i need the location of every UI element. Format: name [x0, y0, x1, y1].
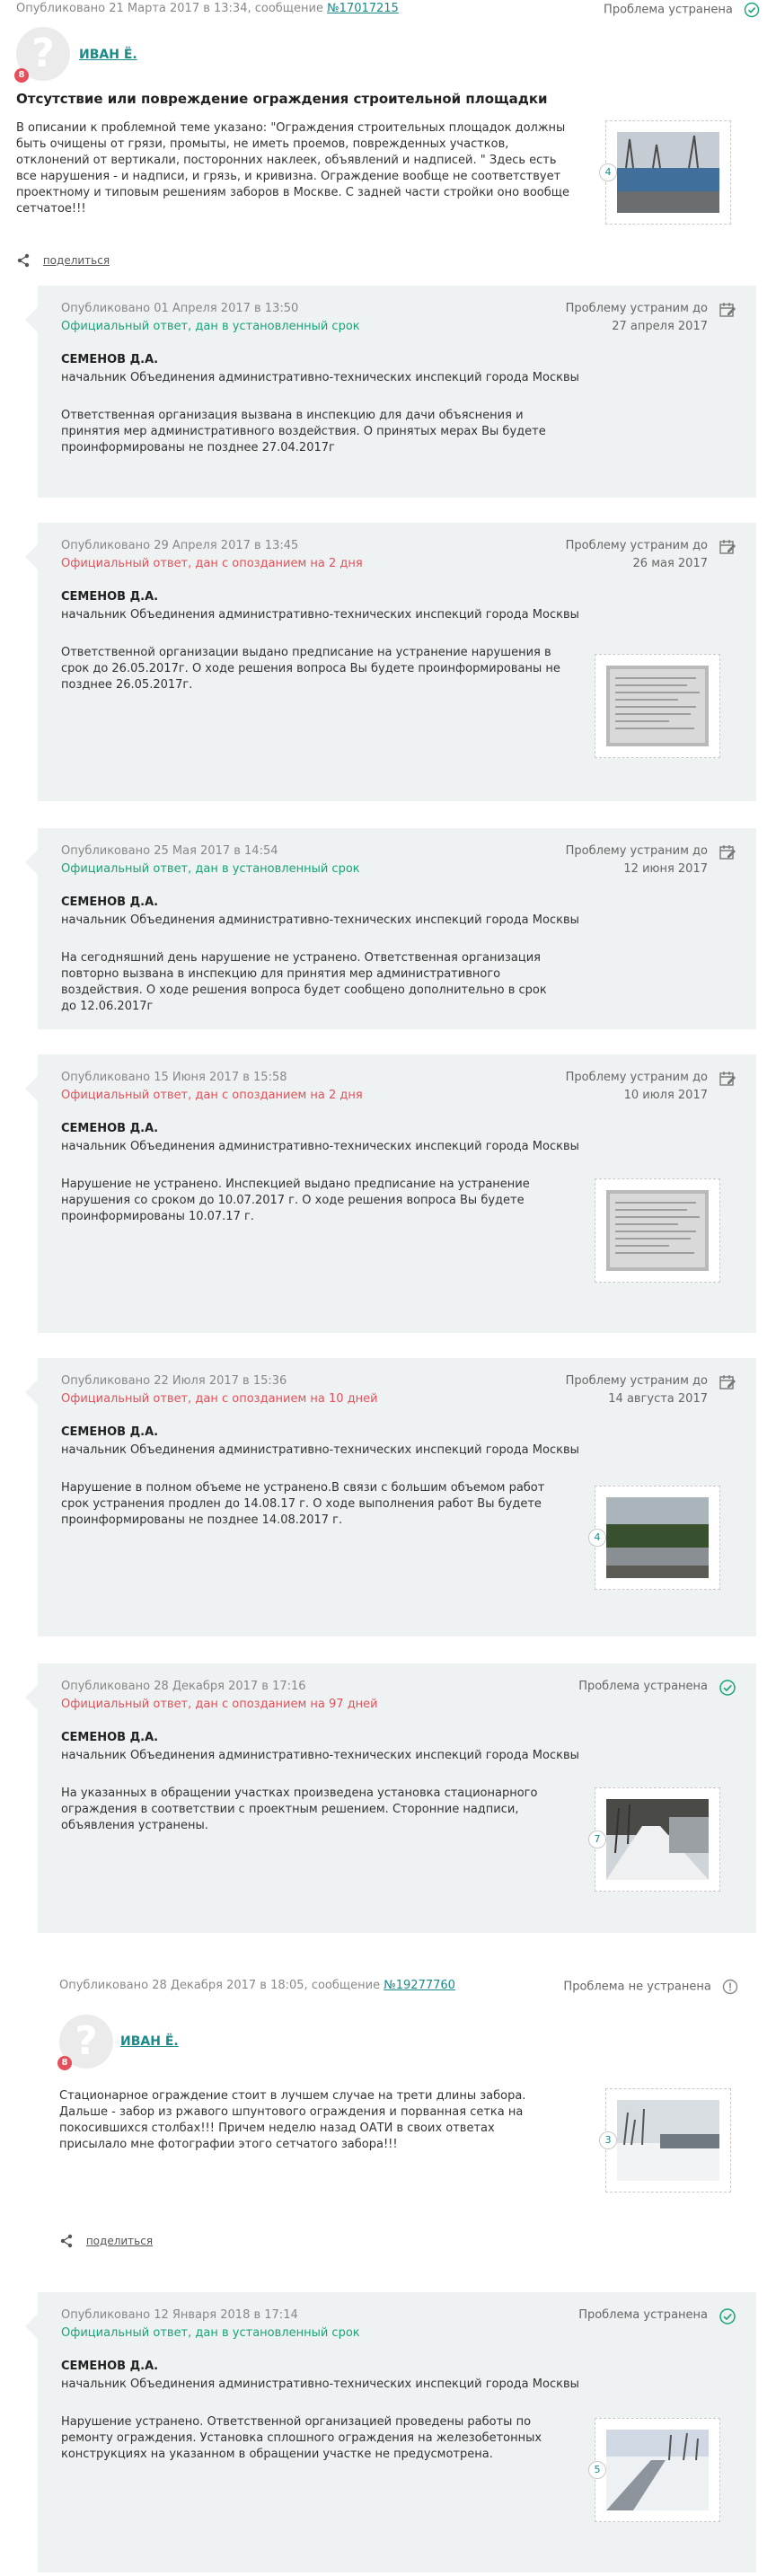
answer-deadline-label: Проблему устраним до	[565, 539, 708, 552]
answer-photo[interactable]	[595, 1178, 720, 1283]
answer-deadline-date: 14 августа 2017	[608, 1392, 708, 1406]
alert-circle-icon	[722, 1979, 738, 1995]
photo-fence-blue	[617, 132, 719, 213]
comment-author-name[interactable]: ИВАН Ё.	[120, 2034, 179, 2049]
answer-published: Опубликовано 22 Июля 2017 в 15:36	[61, 1374, 287, 1388]
answer-deadline-date: 27 апреля 2017	[612, 320, 708, 333]
answer-photo[interactable]	[595, 1787, 720, 1892]
photo-snow-fence	[617, 2100, 719, 2181]
photo-count: 5	[588, 2461, 606, 2479]
answer-photo[interactable]	[595, 654, 720, 758]
official-name: СЕМЕНОВ Д.А.	[61, 353, 159, 366]
answer-card	[38, 828, 756, 1029]
answer-timeliness: Официальный ответ, дан с опозданием на 2 дня	[61, 1089, 363, 1102]
official-name: СЕМЕНОВ Д.А.	[61, 895, 159, 909]
photo-count: 4	[599, 163, 617, 181]
photo-doc	[606, 1190, 709, 1271]
official-role: начальник Объединения административно-технических инспекций города Москвы	[61, 1140, 579, 1153]
official-role: начальник Объединения административно-технических инспекций города Москвы	[61, 2378, 579, 2391]
share-label: поделиться	[85, 2235, 154, 2247]
comment-message-link[interactable]: №19277760	[384, 1979, 455, 1992]
official-name: СЕМЕНОВ Д.А.	[61, 1122, 159, 1135]
answer-text: На указанных в обращении участках произведена установка стационарного ограждения в соответствии с проектным решением. Сторонние надписи, объявления устранены.	[61, 1786, 538, 1832]
comment-photo[interactable]	[605, 2088, 731, 2192]
answer-photo[interactable]	[595, 1486, 720, 1590]
official-name: СЕМЕНОВ Д.А.	[61, 2360, 159, 2373]
answer-photo[interactable]	[595, 2418, 720, 2522]
answer-text: Нарушение устранено. Ответственной организацией проведены работы по ремонту ограждения. Установка сплошного ограждения на железобетонных конструкциях на указанном в обращении участке не предусмотрена.	[61, 2415, 542, 2461]
official-role: начальник Объединения административно-технических инспекций города Москвы	[61, 913, 579, 927]
problem-title: Отсутствие или повреждение ограждения строительной площадки	[16, 91, 548, 107]
answer-deadline-label: Проблема устранена	[578, 1680, 708, 1693]
author-badge: 8	[14, 68, 29, 83]
share-icon	[16, 254, 34, 267]
calendar-edit-icon	[719, 301, 736, 319]
answer-deadline-date: 10 июля 2017	[623, 1089, 708, 1102]
problem-message-link[interactable]: №17017215	[327, 2, 399, 15]
comment-meta	[59, 1979, 738, 1997]
problem-meta	[16, 2, 760, 20]
photo-count: 4	[588, 1529, 606, 1547]
calendar-edit-icon	[719, 1373, 736, 1391]
comment-author-avatar[interactable]: ? 8	[59, 2015, 113, 2069]
answer-published: Опубликовано 28 Декабря 2017 в 17:16	[61, 1680, 306, 1693]
answer-text: На сегодняшний день нарушение не устранено. Ответственная организация повторно вызвана в инспекцию для принятия мер административного воздействия. О ходе решения вопроса будет сообщено дополнительно в срок до 12.06.2017г	[61, 951, 547, 1013]
official-role: начальник Объединения административно-технических инспекций города Москвы	[61, 1749, 579, 1762]
photo-doc	[606, 666, 709, 746]
problem-published: Опубликовано 21 Марта 2017 в 13:34, сообщение	[16, 2, 323, 15]
answer-published: Опубликовано 29 Апреля 2017 в 13:45	[61, 539, 299, 552]
author-name[interactable]: ИВАН Ё.	[79, 48, 137, 62]
problem-text: В описании к проблемной теме указано: "Ограждения строительных площадок должны быть очищены от грязи, промыты, не иметь проемов, поврежденных участков, отклонений от вертикали, посторонних наклеек, объявлений и надписей. " Здесь есть все нарушения - и надписи, и грязь, и кривизна. Ограждение вообще не соответствует проектному и типовым решениям заборов в Москве. С задней части стройки оно вообще сетчатое!!!	[16, 121, 570, 216]
official-role: начальник Объединения административно-технических инспекций города Москвы	[61, 1443, 579, 1457]
answer-published: Опубликовано 15 Июня 2017 в 15:58	[61, 1071, 287, 1084]
photo-snowroad	[606, 2430, 709, 2510]
author-avatar[interactable]: ? 8	[16, 27, 70, 81]
answer-published: Опубликовано 25 Мая 2017 в 14:54	[61, 844, 278, 858]
answer-card	[38, 1054, 756, 1333]
share-icon	[59, 2235, 77, 2247]
answer-deadline-label: Проблема устранена	[578, 2308, 708, 2322]
answer-text: Ответственной организации выдано предписание на устранение нарушения в срок до 26.05.2017г. О ходе решения вопроса Вы будете проинформированы не позднее 26.05.2017г.	[61, 646, 560, 692]
comment-published: Опубликовано 28 Декабря 2017 в 18:05, сообщение	[59, 1979, 381, 1992]
official-name: СЕМЕНОВ Д.А.	[61, 1425, 159, 1439]
answer-timeliness: Официальный ответ, дан в установленный срок	[61, 2326, 360, 2340]
answer-deadline-label: Проблему устраним до	[565, 1071, 708, 1084]
share-button[interactable]	[16, 253, 110, 268]
photo-count: 7	[588, 1831, 606, 1848]
answer-card	[38, 286, 756, 498]
answer-card	[38, 523, 756, 801]
official-role: начальник Объединения административно-технических инспекций города Москвы	[61, 371, 579, 384]
calendar-edit-icon	[719, 538, 736, 556]
check-circle-icon	[719, 1679, 736, 1697]
photo-trees	[606, 1497, 709, 1578]
comment-text: Стационарное ограждение стоит в лучшем случае на трети длины забора. Дальше - забор из ржавого шпунтового ограждения и порванная сетка на покосившихся столбах!!! Причем неделю назад ОАТИ в своих ответах присылало мне фотографии этого сетчатого забора!!!	[59, 2089, 526, 2151]
comment-status: Проблема не устранена	[563, 1979, 738, 1995]
answer-timeliness: Официальный ответ, дан в установленный срок	[61, 862, 360, 876]
answer-text: Ответственная организация вызвана в инспекцию для дачи объяснения и принятия мер административного воздействия. О принятых мерах Вы будете проинформированы не позднее 27.04.2017г	[61, 409, 546, 454]
answer-deadline-label: Проблему устраним до	[565, 302, 708, 315]
problem-photo[interactable]	[605, 120, 731, 225]
answer-timeliness: Официальный ответ, дан с опозданием на 10 дней	[61, 1392, 378, 1406]
answer-text: Нарушение в полном объеме не устранено.В связи с большим объемом работ срок устранения продлен до 14.08.17 г. О ходе выполнения работ Вы будете проинформированы не позднее 14.08.2017 г.	[61, 1481, 545, 1527]
check-circle-icon	[744, 2, 760, 18]
answer-deadline-date: 26 мая 2017	[632, 557, 708, 570]
comment-share-button[interactable]	[59, 2234, 153, 2248]
share-label: поделиться	[42, 254, 110, 267]
calendar-edit-icon	[719, 1070, 736, 1088]
answer-published: Опубликовано 01 Апреля 2017 в 13:50	[61, 302, 299, 315]
calendar-edit-icon	[719, 843, 736, 861]
answer-timeliness: Официальный ответ, дан с опозданием на 2 дня	[61, 557, 363, 570]
answer-timeliness: Официальный ответ, дан с опозданием на 97 дней	[61, 1698, 378, 1711]
answer-card	[38, 1358, 756, 1636]
answer-deadline-label: Проблему устраним до	[565, 844, 708, 858]
answer-deadline-date: 12 июня 2017	[623, 862, 708, 876]
official-name: СЕМЕНОВ Д.А.	[61, 590, 159, 604]
answer-published: Опубликовано 12 Января 2018 в 17:14	[61, 2308, 298, 2322]
check-circle-icon	[719, 2307, 736, 2325]
answer-card	[38, 1663, 756, 1933]
answer-timeliness: Официальный ответ, дан в установленный срок	[61, 320, 360, 333]
official-role: начальник Объединения административно-технических инспекций города Москвы	[61, 608, 579, 622]
official-name: СЕМЕНОВ Д.А.	[61, 1731, 159, 1744]
answer-card	[38, 2292, 756, 2572]
photo-snowpath	[606, 1799, 709, 1880]
problem-status: Проблема устранена	[604, 2, 760, 18]
comment-author-badge: 8	[57, 2056, 72, 2070]
photo-count: 3	[599, 2131, 617, 2149]
answer-text: Нарушение не устранено. Инспекцией выдано предписание на устранение нарушения со сроком до 10.07.2017 г. О ходе решения вопроса Вы будете проинформированы 10.07.17 г.	[61, 1178, 530, 1223]
answer-deadline-label: Проблему устраним до	[565, 1374, 708, 1388]
